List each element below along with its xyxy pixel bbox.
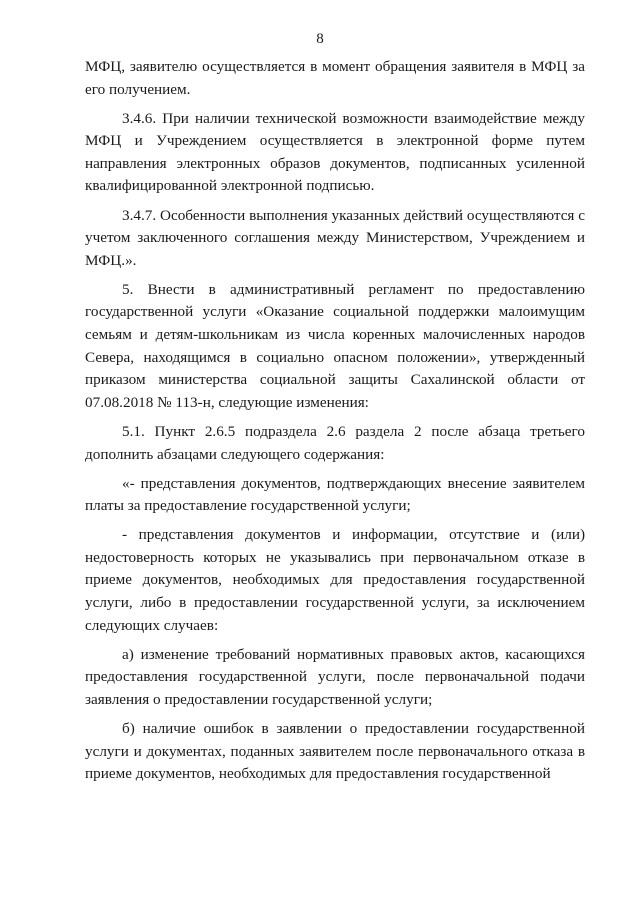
paragraph-mfc-receipt: МФЦ, заявителю осуществляется в момент обращения заявителя в МФЦ за его получением. <box>85 58 585 98</box>
paragraph-3-4-7: 3.4.7. Особенности выполнения указанных действий осуществляются с учетом заключенного соглашения между Министерством, Учреждением и МФЦ.». <box>85 206 585 269</box>
paragraph-5: 5. Внести в административный регламент по предоставлению государственной услуги «Оказание социальной поддержки малоимущим семьям и детям-школьникам из числа коренных малочисленных народов Севера, находящимся в социально опасном положении», утвержденный приказом министерства социальной защиты Сахалинской области от 07.08.2018 № 113-н, следующие изменения: <box>85 280 585 411</box>
paragraph-case-b: б) наличие ошибок в заявлении о предоставлении государственной услуги и документах, поданных заявителем после первоначального отказа в приеме документов, необходимых для предоставления государственной <box>85 720 585 783</box>
paragraph-5-1: 5.1. Пункт 2.6.5 подраздела 2.6 раздела 2 после абзаца третьего дополнить абзацами следующего содержания: <box>85 422 585 463</box>
paragraph-case-a: а) изменение требований нормативных правовых актов, касающихся предоставления государственной услуги, после первоначальной подачи заявления о предоставлении государственной услуги; <box>85 645 585 708</box>
paragraph-documents-information: - представления документов и информации, отсутствие и (или) недостоверность которых не указывались при первоначальном отказе в приеме документов, необходимых для предоставления государственной услуги, либо в предоставлении государственной услуги, за исключением следующих случаев: <box>85 526 585 634</box>
paragraph-3-4-6: 3.4.6. При наличии технической возможности взаимодействие между МФЦ и Учреждением осуществляется в электронной форме путем направления электронных образов документов, подписанных усиленной квалифицированной электронной подписью. <box>85 109 585 195</box>
paragraph-fee-documents: «- представления документов, подтверждающих внесение заявителем платы за предоставление государственной услуги; <box>85 474 585 515</box>
page-number: 8 <box>316 31 324 47</box>
document-body <box>85 56 585 792</box>
